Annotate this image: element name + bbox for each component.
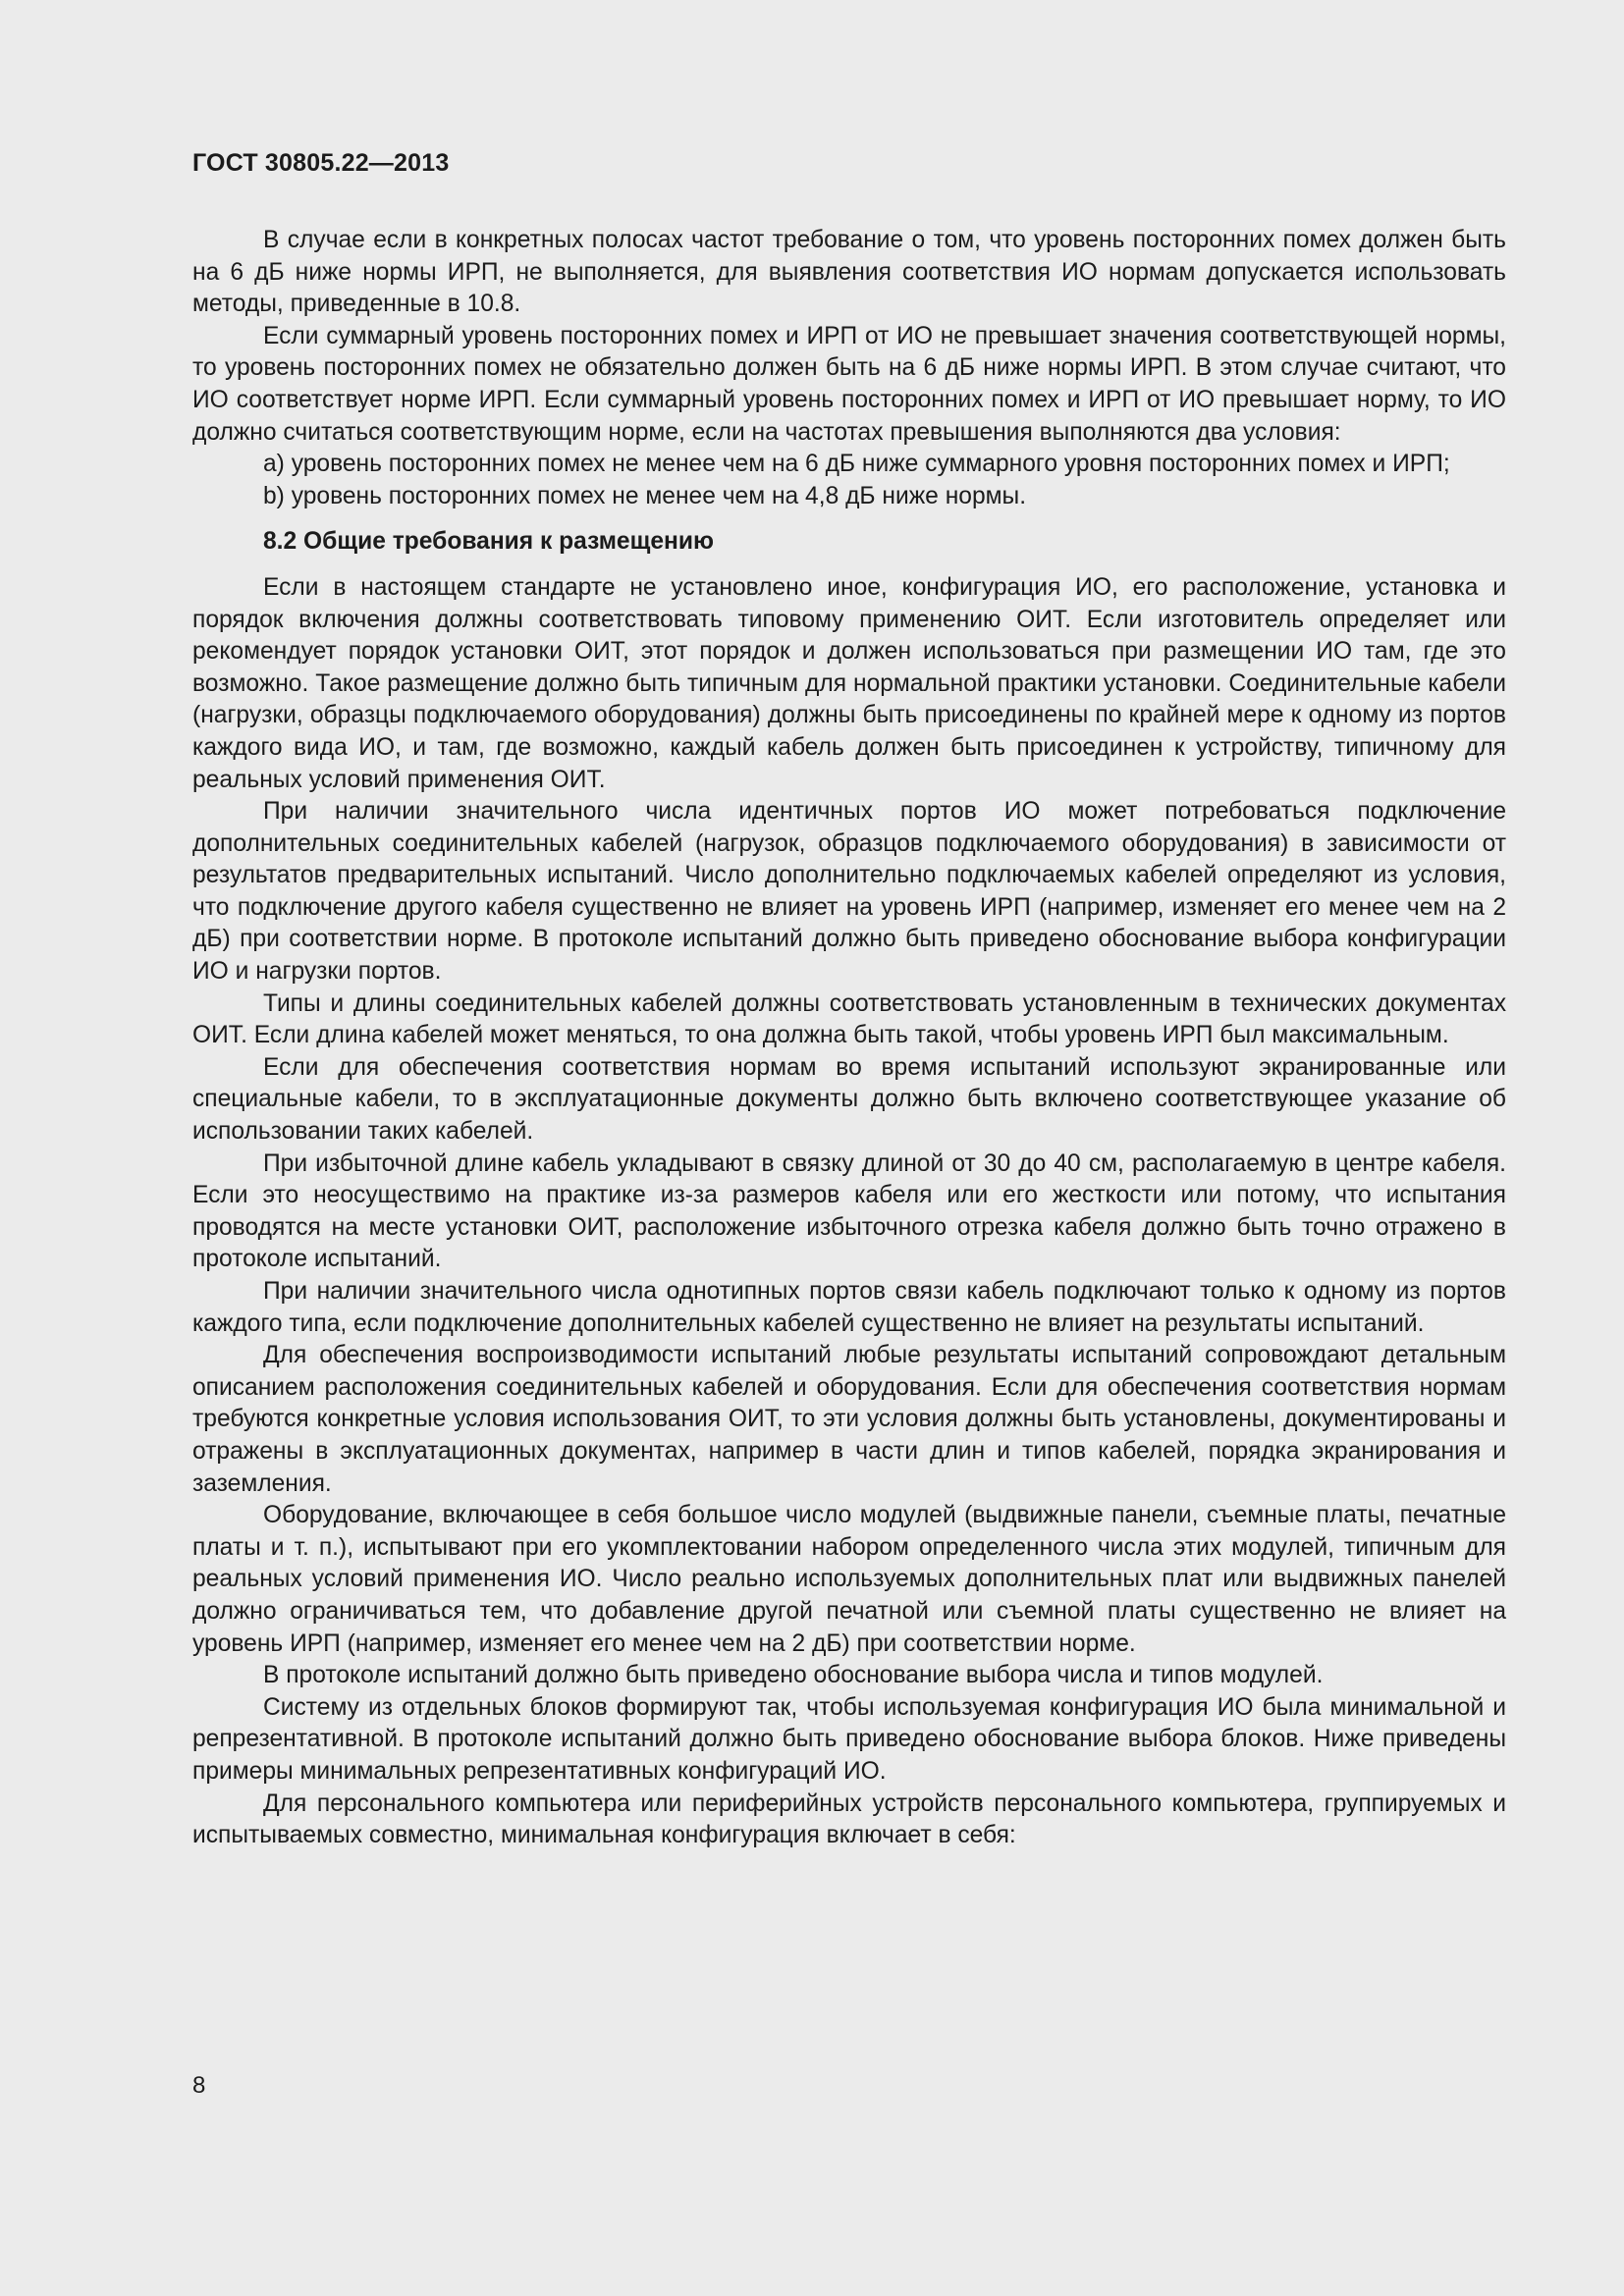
paragraph: Оборудование, включающее в себя большое число модулей (выдвижные панели, съемные платы, печатные платы и т. п.), испытывают при его укомплектовании набором определенного числа этих модулей, типичным для реальных условий применения ИО. Число реально используемых дополнительных плат или выдвижных панелей должно ограничиваться тем, что добавление другой печатной или съемной платы существенно не влияет на уровень ИРП (например, изменяет его менее чем на 2 дБ) при соответствии норме.: [192, 1502, 1506, 1657]
paragraph: Для обеспечения воспроизводимости испытаний любые результаты испытаний сопровождают детальным описанием расположения соединительных кабелей и оборудования. Если для обеспечения соответствия нормам требуются конкретные условия использования ОИТ, то эти условия должны быть установлены, документированы и отражены в эксплуатационных документах, например в части длин и типов кабелей, порядка экранирования и заземления.: [192, 1342, 1506, 1497]
paragraph: Если суммарный уровень посторонних помех и ИРП от ИО не превышает значения соответствующей нормы, то уровень посторонних помех не обязательно должен быть на 6 дБ ниже нормы ИРП. В этом случае считают, что ИО соответствует норме ИРП. Если суммарный уровень посторонних помех и ИРП от ИО превышает норму, то ИО должно считаться соответствующим норме, если на частотах превышения выполняются два условия:: [192, 322, 1506, 446]
list-item: a) уровень посторонних помех не менее чем на 6 дБ ниже суммарного уровня посторонних помех и ИРП;: [263, 451, 1450, 478]
paragraph: В случае если в конкретных полосах частот требование о том, что уровень посторонних помех должен быть на 6 дБ ниже нормы ИРП, не выполняется, для выявления соответствия ИО нормам допускается использовать методы, приведенные в 10.8.: [192, 227, 1506, 318]
paragraph: При избыточной длине кабель укладывают в связку длиной от 30 до 40 см, располагаемую в центре кабеля. Если это неосуществимо на практике из-за размеров кабеля или его жесткости или потому, что испытания проводятся на месте установки ОИТ, расположение избыточного отрезка кабеля должно быть точно отражено в протоколе испытаний.: [192, 1149, 1506, 1273]
document-header: ГОСТ 30805.22—2013: [192, 149, 450, 177]
paragraph: Типы и длины соединительных кабелей должны соответствовать установленным в технических документах ОИТ. Если длина кабелей может меняться, то она должна быть такой, чтобы уровень ИРП был максимальным.: [192, 989, 1506, 1049]
section-heading: 8.2 Общие требования к размещению: [263, 528, 715, 556]
paragraph: В протоколе испытаний должно быть приведено обоснование выбора числа и типов модулей.: [263, 1662, 1324, 1689]
paragraph: При наличии значительного числа однотипных портов связи кабель подключают только к одному из портов каждого типа, если подключение дополнительных кабелей существенно не влияет на результаты испытаний.: [192, 1278, 1506, 1337]
paragraph: Для персонального компьютера или периферийных устройств персонального компьютера, группируемых и испытываемых совместно, минимальная конфигурация включает в себя:: [192, 1789, 1506, 1849]
document-body: [192, 225, 1506, 1852]
page-number: 8: [192, 2072, 206, 2099]
paragraph: Если для обеспечения соответствия нормам во время испытаний используют экранированные или специальные кабели, то в эксплуатационные документы должно быть включено соответствующее указание об использовании таких кабелей.: [192, 1053, 1506, 1146]
list-item: b) уровень посторонних помех не менее чем на 4,8 дБ ниже нормы.: [263, 482, 1027, 509]
paragraph: Если в настоящем стандарте не установлено иное, конфигурация ИО, его расположение, установка и порядок включения должны соответствовать типовому применению ОИТ. Если изготовитель определяет или рекомендует порядок установки ОИТ, этот порядок и должен использоваться при размещении ИО там, где это возможно. Такое размещение должно быть типичным для нормальной практики установки. Соединительные кабели (нагрузки, образцы подключаемого оборудования) должны быть присоединены по крайней мере к одному из портов каждого вида ИО, и там, где возможно, каждый кабель должен быть присоединен к устройству, типичному для реальных условий применения ОИТ.: [192, 573, 1506, 793]
paragraph: Систему из отдельных блоков формируют так, чтобы используемая конфигурация ИО была минимальной и репрезентативной. В протоколе испытаний должно быть приведено обоснование выбора блоков. Ниже приведены примеры минимальных репрезентативных конфигураций ИО.: [192, 1693, 1506, 1785]
paragraph: При наличии значительного числа идентичных портов ИО может потребоваться подключение дополнительных соединительных кабелей (нагрузок, образцов подключаемого оборудования) в зависимости от результатов предварительных испытаний. Число дополнительно подключаемых кабелей определяют из условия, что подключение другого кабеля существенно не влияет на уровень ИРП (например, изменяет его менее чем на 2 дБ) при соответствии норме. В протоколе испытаний должно быть приведено обоснование выбора конфигурации ИО и нагрузки портов.: [192, 798, 1506, 986]
